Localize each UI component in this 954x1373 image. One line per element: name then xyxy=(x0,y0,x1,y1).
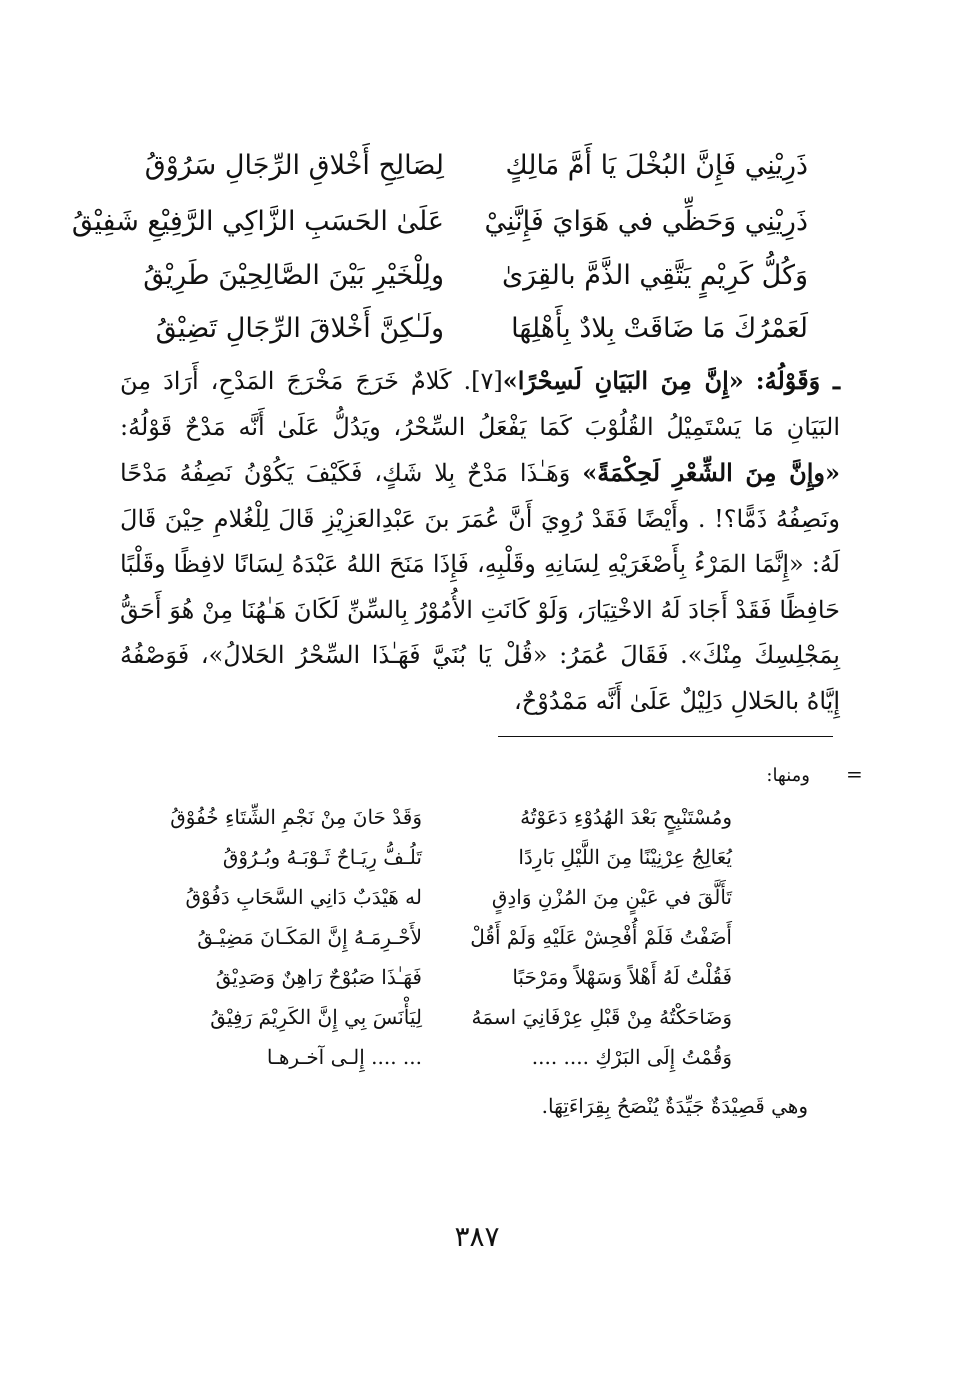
commentary-label: ـ وَقَوْلُهُ: xyxy=(755,366,840,395)
verse-2-second-hemistich: عَلَىٰ الحَسَبِ الزَّاكِي الرَّفِيْعِ شَفِيْقُ xyxy=(71,206,444,237)
footnote-note: وهي قَصِيْدَةٌ جَيِّدَةٌ يُنْصَحُ بِقِرَاءَتِهَا. xyxy=(541,1094,808,1118)
verse-4-first-hemistich: لَعَمْرُكَ مَا ضَاقَتْ بِلادٌ بِأَهْلِهَا xyxy=(511,313,808,344)
footnote-verse-2-second: تَلُـفُّ رِيَـاحٌ ثَـوْبَـهُ وبُـرُوْقُ xyxy=(222,845,422,869)
footnote-verse-6-first: وَضَاحَكْتُهُ مِنْ قَبْلِ عِرْفَانِيَ اسمَهُ xyxy=(471,1005,732,1029)
footnote-verse-7-second: ... .... إِلـى آخـرهـا xyxy=(266,1045,422,1069)
footnote-verse-5-second: فَهَـٰذَا صَبُوْحٌ رَاهِنٌ وَصَدِيْقُ xyxy=(215,965,422,989)
verse-3-first-hemistich: وَكُلُّ كَرِيْمٍ يَتَّقِي الذَّمَّ بالقِرَىٰ xyxy=(501,260,808,291)
commentary-paragraph xyxy=(120,358,840,724)
verse-2-first-hemistich: ذَرِيْنِي وَحَظِّي في هَوَايَ فَإِنَّنِيْ xyxy=(484,206,808,237)
commentary-text-2: وَهَـٰذَا مَدْحٌ بِلا شَكٍ، فَكَيْفَ يَكُوْنُ نَصِفُهُ مَدْحًا ونَصِفُهُ ذَمًّا؟! . وأَيْضًا فَقَدْ رُوِيَ أَنَّ عُمَرَ بنَ عَبْدِالعَزِيْزِ قَالَ لِلْغُلامِ حِيْنَ قَالَ لَهُ: «إِنَّمَا المَرْءُ بِأَصْغَرَيْهِ لِسَانِهِ وقَلْبِهِ، فَإِذَا مَنَحَ اللهُ عَبْدَهُ لِسَانًا لافِظًا وقَلْبًا حَافِظًا فَقَدْ أَجَادَ لَهُ الاخْتِيَارَ، وَلَوْ كَانَتِ الأُمُوْرُ بِالسِّنِّ لَكَانَ هَـٰهُنَا مِنْ هُوَ أَحَقُّ بِمَجْلِسِكَ مِنْكَ». فَقَالَ عُمَرُ: «قُلْ يَا بُنَيَّ فَهَـٰذَا السِّحْرُ الحَلالُ»، فَوَصْفُهُ إِيَّاهُ بالحَلالِ دَلِيْلٌ عَلَىٰ أَنَّه مَمْدُوْحٌ، xyxy=(120,459,840,715)
footnote-verse-3-first: تَأَلَّقَ في عَيْنٍ مِنَ المُزْنِ وَادِقٍ xyxy=(491,885,732,909)
poetry-hadith-quote: «وإِنَّ مِنَ الشِّعْرِ لَحِكْمَةً» xyxy=(582,458,840,487)
footnote-verse-2-first: يُعَالِجُ عِرْنِيْنًا مِنَ اللَّيْلِ بَارِدًا xyxy=(518,845,732,869)
footnote-verse-3-second: له هَيْدَبٌ دَانِي السَّحَابِ دَفُوْقُ xyxy=(185,885,422,909)
footnote-verse-7-first: وَقُمْتُ إِلَى البَرْكِ .... .... xyxy=(531,1045,732,1069)
reference-number: [٧] xyxy=(471,367,503,395)
commentary-text-1: . كَلامٌ خَرَجَ مَخْرَجَ المَدْحِ، أَرَادَ مِنَ البَيَانِ مَا يَسْتَمِيْلُ القُلُوْبَ كَمَا يَفْعَلُ السِّحْرُ، ويَدُلُّ عَلَىٰ أَنَّه مَدْحٌ قَوْلُهُ: xyxy=(120,367,840,441)
verse-3-second-hemistich: ولِلْخَيْرِ بَيْنَ الصَّالِحِيْنَ طَرِيْقُ xyxy=(143,260,444,291)
footnote-intro: ومنها: xyxy=(766,765,810,786)
footnote-separator xyxy=(498,736,833,737)
verse-4-second-hemistich: ولَـٰكِنَّ أَخْلاقَ الرِّجَالِ تَضِيْقُ xyxy=(155,313,444,344)
page-number: ٣٨٧ xyxy=(454,1220,500,1253)
footnote-verse-6-second: لِيَأْنَسَ بِي إِنَّ الكَرِيْمَ رَفِيْقُ xyxy=(210,1005,422,1029)
footnote-continuation-mark: = xyxy=(846,762,863,786)
hadith-quote: «إِنَّ مِنَ البَيَانِ لَسِحْرًا» xyxy=(502,366,744,395)
footnote-verse-1-second: وَقَدْ حَانَ مِنْ نَجْمِ الشِّتَاءِ خُفُوْقُ xyxy=(170,805,422,829)
verse-1-first-hemistich: ذَرِيْنِي فَإِنَّ البُخْلَ يَا أَمَّ مَالِكٍ xyxy=(505,150,808,181)
footnote-verse-1-first: ومُسْتَنْبِحٍ بَعْدَ الهُدُوْءِ دَعَوْتُهُ xyxy=(520,805,732,829)
verse-1-second-hemistich: لِصَالِحِ أَخْلاقِ الرِّجَالِ سَرُوْقُ xyxy=(144,150,444,181)
footnote-verse-4-second: لأَحْـرِمَـهُ إِنَّ المَكَـانَ مَضِيْـقُ xyxy=(197,925,422,949)
footnote-verse-4-first: أَضَفْتُ فَلَمْ أُفْحِشْ عَلَيْهِ وَلَمْ أَقُلْ xyxy=(470,925,732,949)
footnote-verse-5-first: فَقُلْتُ لَهُ أَهْلاً وَسَهْلاً ومَرْحَبًا xyxy=(512,965,732,989)
